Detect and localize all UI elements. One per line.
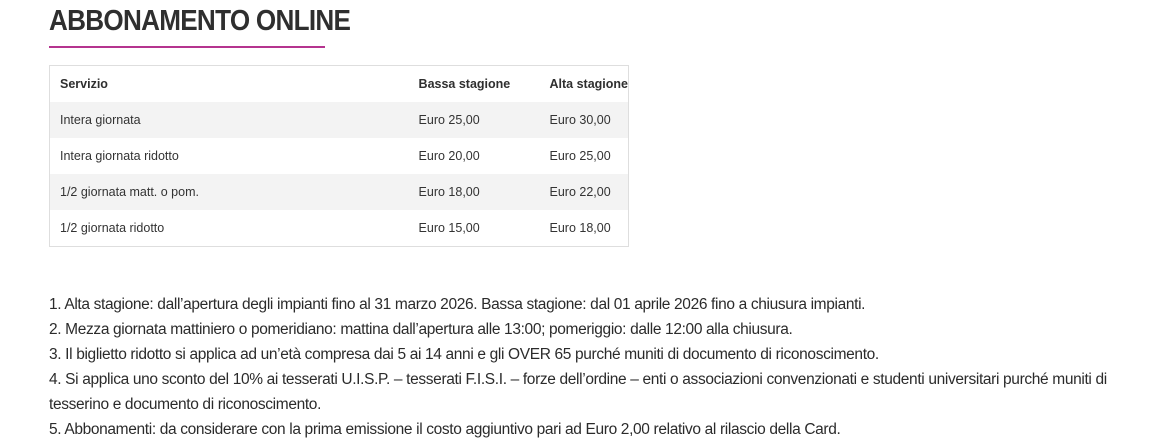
cell-low-season-price: Euro 20,00 — [418, 149, 480, 163]
table-row — [50, 210, 629, 247]
cell-service: Intera giornata ridotto — [60, 149, 179, 163]
table-row — [50, 102, 629, 138]
cell-high-season-price: Euro 30,00 — [549, 113, 611, 127]
note-item: 2. Mezza giornata mattiniero o pomeridiano: mattina dall’apertura alle 13:00; pomeriggio: dalle 12:00 alla chiusura. — [49, 321, 793, 338]
cell-service: 1/2 giornata ridotto — [60, 221, 165, 235]
table-header-row — [50, 66, 629, 103]
price-table — [49, 65, 629, 247]
column-header-high-season: Alta stagione — [549, 77, 628, 91]
note-item: 4. Si applica uno sconto del 10% ai tesserati U.I.S.P. – tesserati F.I.S.I. – forze dell’ordine – enti o associazioni convenzionati e studenti universitari purché muniti di tesserino e documento di riconoscimento. — [49, 371, 1107, 413]
table-row — [50, 138, 629, 174]
cell-low-season-price: Euro 18,00 — [418, 185, 480, 199]
table-row — [50, 174, 629, 210]
main-content — [49, 0, 1169, 442]
cell-high-season-price: Euro 18,00 — [549, 221, 611, 235]
cell-low-season-price: Euro 25,00 — [418, 113, 480, 127]
notes-list — [49, 292, 1169, 442]
cell-high-season-price: Euro 25,00 — [549, 149, 611, 163]
cell-service: 1/2 giornata matt. o pom. — [60, 185, 199, 199]
cell-low-season-price: Euro 15,00 — [418, 221, 480, 235]
cell-service: Intera giornata — [60, 113, 141, 127]
cell-high-season-price: Euro 22,00 — [549, 185, 611, 199]
note-item: 1. Alta stagione: dall’apertura degli impianti fino al 31 marzo 2026. Bassa stagione: dal 01 aprile 2026 fino a chiusura impianti. — [49, 296, 866, 313]
note-item: 3. Il biglietto ridotto si applica ad un’età compresa dai 5 ai 14 anni e gli OVER 65 purché muniti di documento di riconoscimento. — [49, 346, 879, 363]
column-header-service: Servizio — [60, 77, 108, 91]
note-item: 5. Abbonamenti: da considerare con la prima emissione il costo aggiuntivo pari ad Euro 2,00 relativo al rilascio della Card. — [49, 421, 841, 438]
column-header-low-season: Bassa stagione — [418, 77, 511, 91]
page-title: ABBONAMENTO ONLINE — [49, 5, 351, 37]
title-underline — [49, 46, 325, 48]
